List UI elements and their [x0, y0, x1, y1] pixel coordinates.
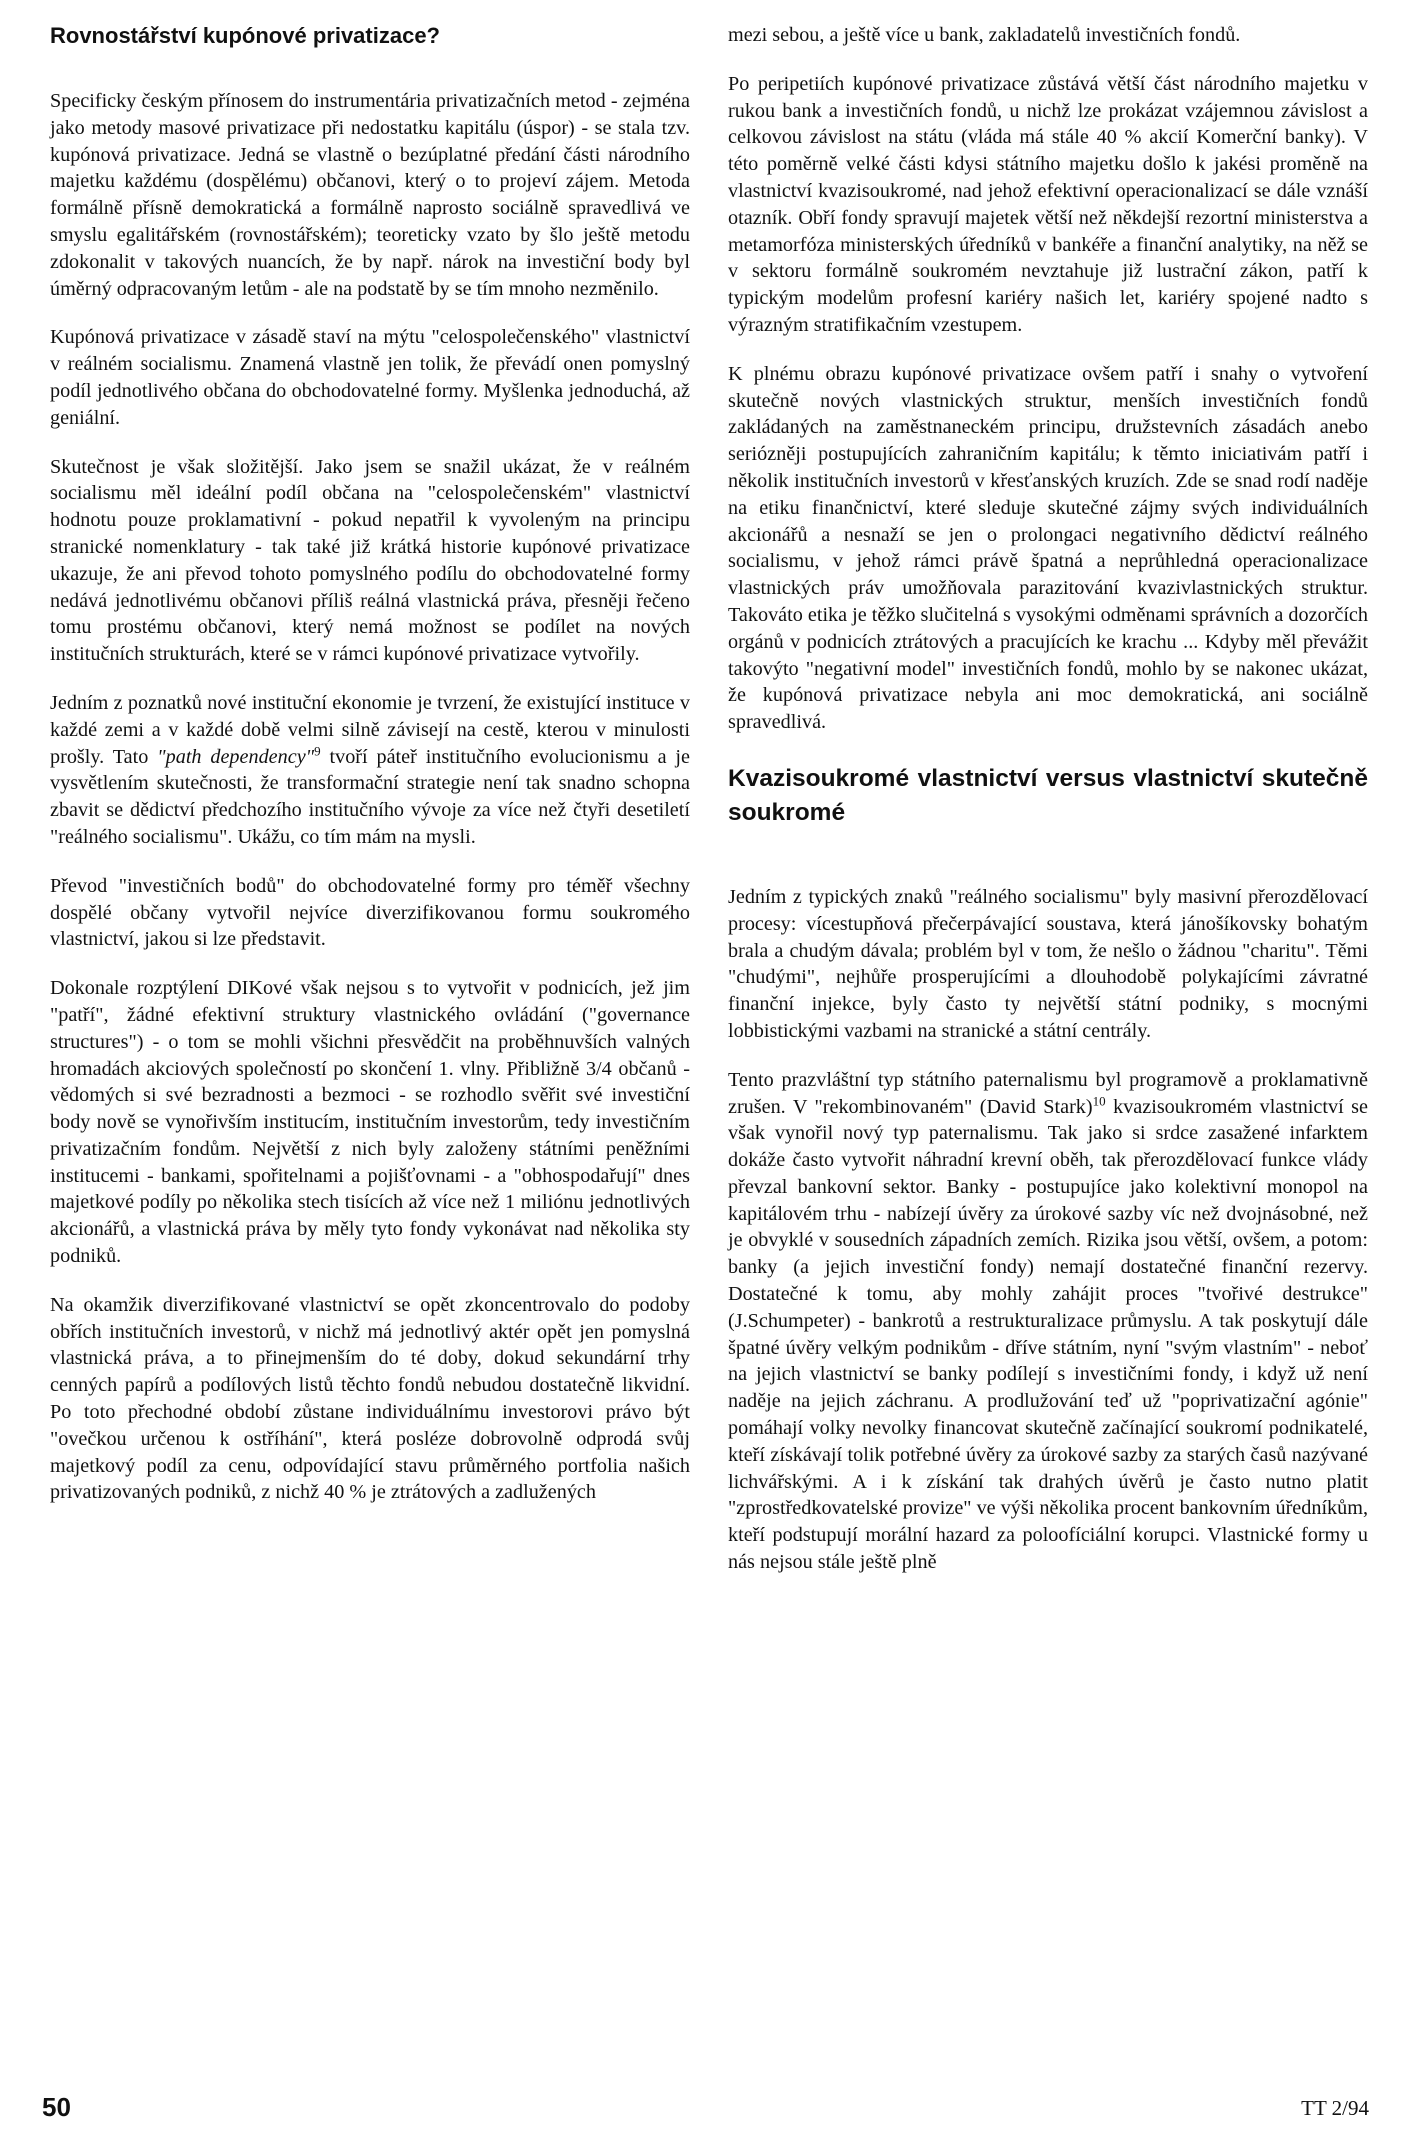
- paragraph-text: Tento prazvláštní typ státního paternalismu byl programově a proklamativně zrušen. V "rekombinovaném" (David Stark): [728, 1068, 1368, 1118]
- paragraph: Skutečnost je však složitější. Jako jsem se snažil ukázat, že v reálném socialismu měl ideální podíl občana na "celospolečenském" vlastnictví hodnotu pouze proklamativní - pokud nepatřil k vyvoleným na principu stranické nomenklatury - tak také již krátká historie kupónové privatizace ukazuje, že ani převod tohoto pomyslného podílu do obchodovatelné formy nedává jednotlivému občanovi příliš reálná vlastnická práva, přesněji řečeno tomu prostému občanovi, který nemá možnost se podílet na nových institučních strukturách, které se v rámci kupónové privatizace vytvořily.: [50, 455, 690, 666]
- left-column: [50, 22, 690, 1528]
- paragraph: Jedním z typických znaků "reálného socialismu" byly masivní přerozdělovací procesy: vícestupňová přečerpávající soustava, která jánošíkovsky bohatým brala a chudým dávala; problém byl v tom, že nešlo o žádnou "charitu". Těmi "chudými", nejhůře prosperujícími a dlouhodobě polykajícími závratné finanční injekce, byly často ty největší státní podniky, s mocnými lobbistickými vazbami na stranické a státní centrály.: [728, 885, 1368, 1042]
- section-heading: Kvazisoukromé vlastnictví versus vlastnictví skutečně soukromé: [728, 764, 1368, 826]
- paragraph: Převod "investičních bodů" do obchodovatelné formy pro téměř všechny dospělé občany vytvořil nejvíce diverzifikovanou formu soukromého vlastnictví, jakou si lze představit.: [50, 874, 690, 951]
- paragraph: [728, 1067, 1368, 1576]
- paragraph-text: tvoří páteř institučního evolucionismu a je vysvětlením skutečnosti, že transformační strategie není tak snadno schopna zbavit se dědictví předchozího institučního vývoje za více než čtyři desetiletí "reálného socialismu". Ukážu, co tím mám na mysli.: [50, 745, 690, 848]
- paragraph: mezi sebou, a ještě více u bank, zakladatelů investičních fondů.: [728, 24, 1241, 46]
- paragraph: [50, 690, 690, 851]
- page-number: 50: [42, 2092, 71, 2122]
- footnote-marker: 9: [314, 742, 321, 758]
- footnote-marker: 10: [1092, 1092, 1106, 1108]
- paragraph: Na okamžik diverzifikované vlastnictví se opět zkoncentrovalo do podoby obřích institučních investorů, v nichž má jednotlivý aktér opět jen pomyslná vlastnická práva, a to přinejmenším do té doby, dokud sekundární trhy cenných papírů a podílových listů těchto fondů nebudou dostatečně likvidní. Po toto přechodné období zůstane individuálnímu investorovi právo být "ovečkou určenou k ostříhání", která posléze dobrovolně odprodá svůj majetkový podíl za cenu, odpovídající stavu průměrného portfolia našich privatizovaných podniků, z nichž 40 % je ztrátových a zadlužených: [50, 1293, 690, 1504]
- right-column: [728, 22, 1368, 1598]
- paragraph-text: Jedním z poznatků nové instituční ekonomie je tvrzení, že existující instituce v každé zemi a v každé době velmi silně závisejí na cestě, kterou v minulosti prošly. Tato: [50, 691, 690, 768]
- paragraph: K plnému obrazu kupónové privatizace ovšem patří i snahy o vytvoření skutečně nových vlastnických struktur, menších investičních fondů zakládaných na zaměstnaneckém principu, družstevních zásadách anebo seriózněji postupujících zahraničním kapitálu; k těmto iniciativám patří i několik institučních investorů v křesťanských kruzích. Zde se snad rodí naděje na etiku finančnictví, které sleduje skutečné zájmy svých individuálních akcionářů a nesnaží se jen o prolongaci negativního dědictví reálného socialismu, v jehož rámci právě špatná a neprůhledná operacionalizace vlastnických práv umožňovala parazitování kvazivlastnických struktur. Takováto etika je těžko slučitelná s vysokými odměnami správních a dozorčích orgánů v podnicích ztrátových a pracujících ke krachu ... Kdyby měl převážit takovýto "negativní model" investičních fondů, mohlo by se nakonec ukázat, že kupónová privatizace nebyla ani moc demokratická, ani sociálně spravedlivá.: [728, 362, 1368, 734]
- paragraph: Kupónová privatizace v zásadě staví na mýtu "celospolečenského" vlastnictví v reálném socialismu. Znamená vlastně jen tolik, že převádí onen pomyslný podíl jednotlivého občana do obchodovatelné formy. Myšlenka jednoduchá, až geniální.: [50, 326, 690, 429]
- section-heading: Rovnostářství kupónové privatizace?: [50, 23, 440, 48]
- emphasis-term: "path dependency": [157, 745, 315, 768]
- paragraph: Po peripetiích kupónové privatizace zůstává větší část národního majetku v rukou bank a investičních fondů, u nichž lze prokázat vzájemnou závislost a celkovou závislost na státu (vláda má stále 40 % akcií Komerční banky). V této poměrně velké části kdysi státního majetku došlo k jakési proměně na vlastnictví kvazisoukromé, nad jehož efektivní operacionalizací se dále vznáší otazník. Obří fondy spravují majetek větší než někdejší rezortní ministerstva a metamorfóza ministerských úředníků v bankéře a finanční analytiky, na něž se v sektoru formálně soukromém nevztahuje již lustrační zákon, patří k typickým modelům profesní kariéry našich let, kariéry spojené nadto s výrazným stratifikačním vzestupem.: [728, 72, 1368, 336]
- paragraph-text: kvazisoukromém vlastnictví se však vynořil nový typ paternalismu. Tak jako si srdce zasažené infarktem dokáže často vytvořit náhradní krevní oběh, tak přerozdělovací funkce vlády převzal bankovní sektor. Banky - postupujíce jako kolektivní monopol na kapitálovém trhu - nabízejí úvěry za úrokové sazby víc než dvojnásobné, než je obvyklé v sousedních západních zemích. Rizika jsou větší, ovšem, a potom: banky (a jejich investiční fondy) nemají dostatečné finanční rezervy. Dostatečné k tomu, aby mohly zahájit proces "tvořivé destrukce" (J.Schumpeter) - bankrotů a restrukturalizace průmyslu. A tak poskytují dále špatné úvěry velkým podnikům - dříve státním, nyní "svým vlastním" - neboť na jejich vlastnictví se banky podílejí s investičními fondy, i když už není naděje na jejich záchranu. A prodlužování teď už "poprivatizační agónie" pomáhají volky nevolky financovat skutečně začínající soukromí podnikatelé, kteří získávají tolik potřebné úvěry za úrokové sazby za starých časů nazývané lichvářskými. A i k získání tak drahých úvěrů je často nutno platit "zprostředkovatelské provize" ve výši několika procent bankovním úředníkům, kteří podstupují morální hazard za poloofíciální korupci. Vlastnické formy u nás nejsou stále ještě plně: [728, 1095, 1368, 1574]
- paragraph: Specificky českým přínosem do instrumentária privatizačních metod - zejména jako metody masové privatizace při nedostatku kapitálu (úspor) - se stala tzv. kupónová privatizace. Jedná se vlastně o bezúplatné předání části národního majetku každému (dospělému) občanovi, který o to projeví zájem. Metoda formálně přísně demokratická a formálně naprosto sociálně spravedlivá ve smyslu egalitářském (rovnostářském); teoreticky vzato by šlo ještě metodu zdokonalit v takových nuancích, že by např. nárok na investiční body byl úměrný odpracovaným letům - ale na podstatě by se tím mnoho nezměnilo.: [50, 90, 690, 300]
- paragraph: Dokonale rozptýlení DIKové však nejsou s to vytvořit v podnicích, jež jim "patří", žádné efektivní struktury vlastnického ovládání ("governance structures") - o tom se mohli všichni přesvědčit na proběhnuvších valných hromadách akciových společností po skončení 1. vlny. Přibližně 3/4 občanů - vědomých si své bezradnosti a bezmoci - se rozhodlo svěřit své investiční body nově se vynořivším institucím, institučním investorům, tedy investičním privatizačním fondům. Největší z nich byly založeny státními peněžními institucemi - bankami, spořitelnami a pojišťovnami - a "obhospodařují" dnes majetkové podíly po několika stech tisících až více než 1 miliónu jednotlivých akcionářů, a vlastnická práva by měly tyto fondy vykonávat nad několika sty podniků.: [50, 977, 690, 1268]
- issue-label: TT 2/94: [1301, 2096, 1369, 2120]
